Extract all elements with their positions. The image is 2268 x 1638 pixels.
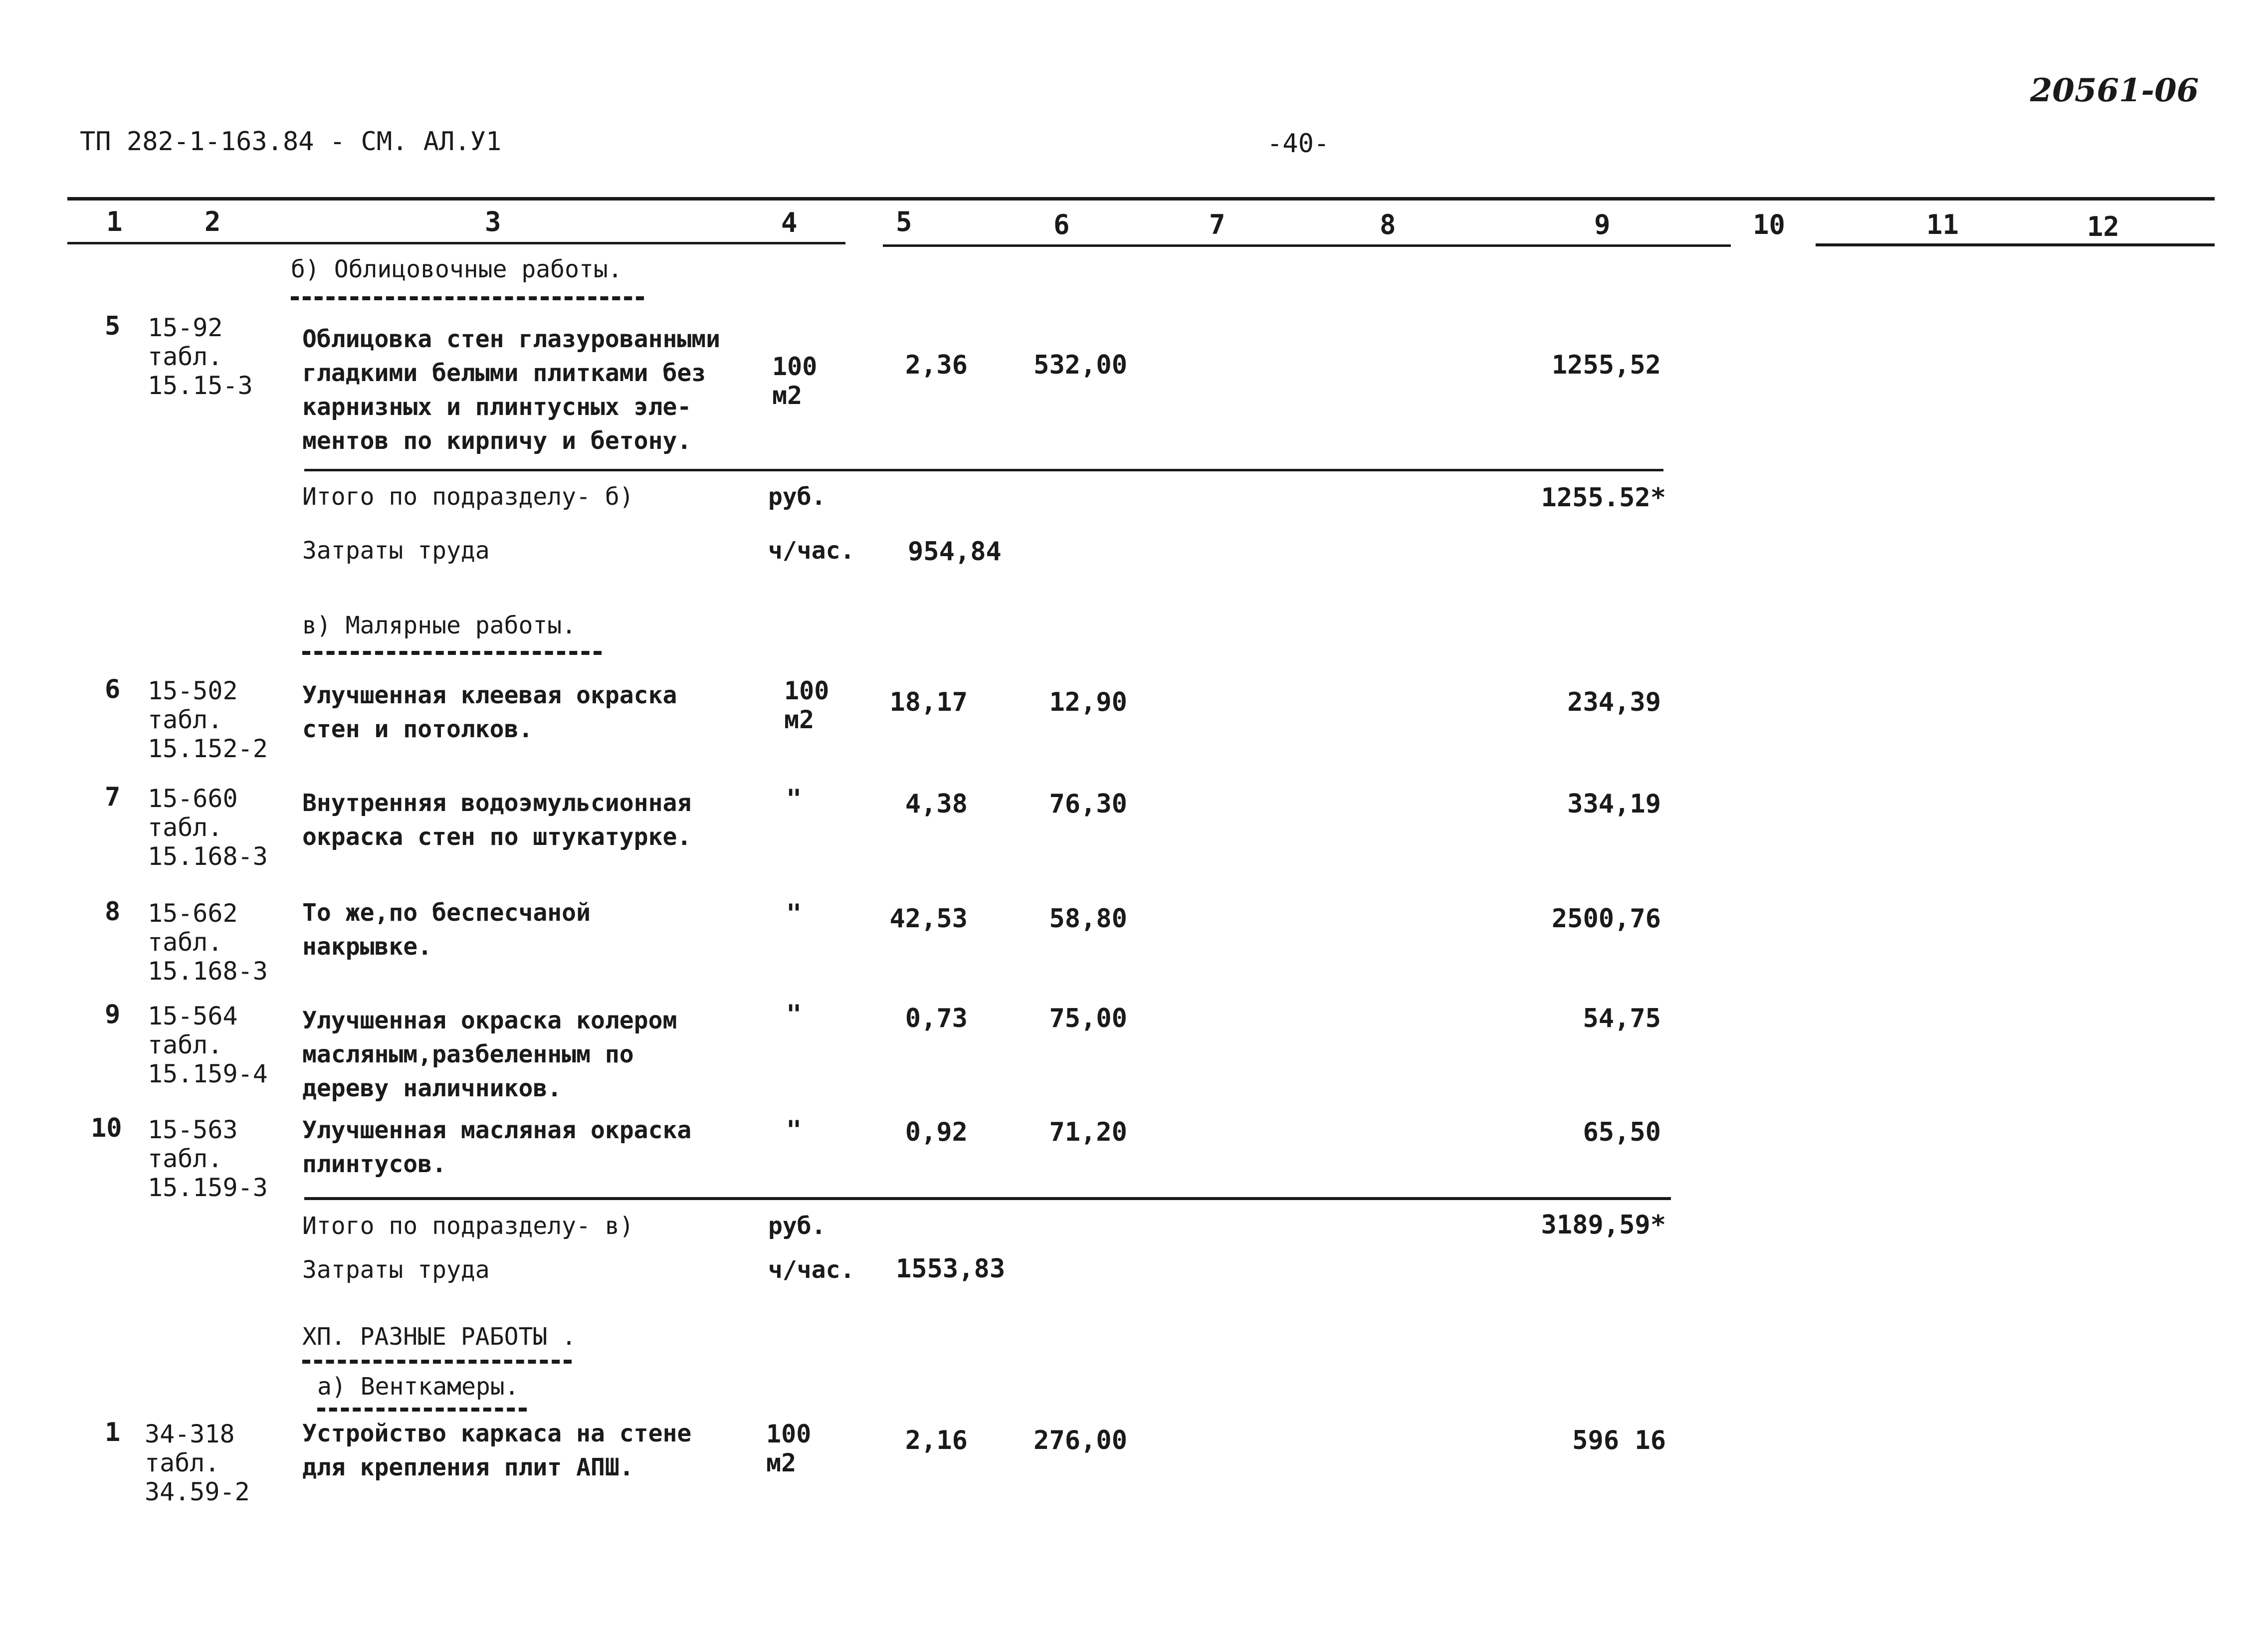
header-bottom-rule-right (1816, 243, 2215, 246)
line-total: 234,39 (1567, 687, 1661, 717)
quantity: 18,17 (889, 687, 968, 717)
col-header-7: 7 (1209, 209, 1226, 240)
col-header-6: 6 (1053, 209, 1070, 240)
unit-ditto: " (786, 1000, 802, 1029)
quantity: 0,92 (905, 1117, 968, 1147)
subtotal-rule (304, 469, 1663, 471)
quantity: 42,53 (889, 904, 968, 934)
work-description: Улучшенная клеевая окраска стен и потолков. (302, 681, 677, 743)
unit: 100 м2 (772, 352, 818, 410)
subtotal-unit: руб. (768, 483, 826, 511)
rate-code: 15-662 табл. 15.168-3 (148, 899, 268, 986)
unit-price: 532,00 (1033, 350, 1127, 380)
col-header-5: 5 (896, 206, 912, 237)
unit-price: 58,80 (1049, 904, 1127, 934)
col-header-1: 1 (106, 206, 123, 237)
subtotal-rule (304, 1197, 1671, 1200)
subtotal-value: 1255.52* (1541, 483, 1666, 513)
col-header-4: 4 (781, 207, 798, 238)
unit-ditto: " (786, 784, 802, 814)
unit-price: 12,90 (1049, 687, 1127, 717)
col-header-2: 2 (205, 206, 221, 237)
work-description: Устройство каркаса на стене для крепления плит АПШ. (302, 1420, 692, 1481)
row-number: 6 (105, 674, 121, 704)
unit-price: 71,20 (1049, 1117, 1127, 1147)
subsection-title-underline (317, 1408, 527, 1412)
quantity: 0,73 (905, 1004, 968, 1033)
unit-ditto: " (786, 1115, 802, 1145)
unit-price: 76,30 (1049, 789, 1127, 819)
col-header-8: 8 (1380, 209, 1396, 240)
row-number: 1 (105, 1418, 121, 1447)
section-title: ХП. РАЗНЫЕ РАБОТЫ . (302, 1323, 577, 1351)
row-number: 5 (105, 311, 121, 341)
quantity: 2,16 (905, 1426, 968, 1455)
unit-price: 276,00 (1033, 1426, 1127, 1455)
labor-label: Затраты труда (302, 1256, 490, 1284)
col-header-11: 11 (1926, 209, 1959, 240)
unit: 100 м2 (766, 1420, 812, 1477)
line-total: 2500,76 (1551, 904, 1661, 934)
col-header-10: 10 (1753, 209, 1786, 240)
work-description: Внутренняя водоэмульсионная окраска стен по штукатурке. (302, 789, 692, 851)
section-title: в) Малярные работы. (302, 612, 577, 639)
col-header-9: 9 (1594, 209, 1611, 240)
subtotal-unit: руб. (768, 1212, 826, 1240)
unit-ditto: " (786, 899, 802, 929)
page-number: -40- (1267, 129, 1330, 159)
section-title-underline (302, 1360, 572, 1364)
line-total: 334,19 (1567, 789, 1661, 819)
line-total: 1255,52 (1551, 350, 1661, 380)
line-total: 54,75 (1583, 1004, 1661, 1033)
rate-code: 15-92 табл. 15.15-3 (148, 313, 253, 400)
document-code: ТП 282-1-163.84 - СМ. АЛ.У1 (80, 127, 502, 157)
rate-code: 15-563 табл. 15.159-3 (148, 1115, 268, 1202)
quantity: 2,36 (905, 350, 968, 380)
row-number: 10 (91, 1113, 122, 1143)
work-description: Улучшенная масляная окраска плинтусов. (302, 1116, 692, 1178)
quantity: 4,38 (905, 789, 968, 819)
row-number: 7 (105, 782, 121, 812)
col-header-12: 12 (2087, 211, 2120, 242)
section-title-underline (291, 296, 644, 300)
subtotal-value: 3189,59* (1541, 1210, 1666, 1240)
unit-price: 75,00 (1049, 1004, 1127, 1033)
row-number: 9 (105, 1000, 121, 1029)
line-total: 65,50 (1583, 1117, 1661, 1147)
labor-unit: ч/час. (768, 537, 855, 565)
rate-code: 15-660 табл. 15.168-3 (148, 784, 268, 871)
subtotal-label: Итого по подразделу- в) (302, 1212, 634, 1240)
labor-value: 1553,83 (896, 1254, 1006, 1284)
work-description: Облицовка стен глазурованными гладкими белыми плитками без карнизных и плинтусных эле- ментов по кирпичу и бетону. (302, 325, 721, 455)
section-title: б) Облицовочные работы. (291, 255, 622, 283)
archive-stamp-number: 20561-06 (2030, 72, 2199, 109)
col-header-3: 3 (485, 206, 501, 237)
header-top-rule (67, 197, 2215, 201)
work-description: То же,по беспесчаной накрывке. (302, 899, 591, 961)
header-bottom-rule-mid (883, 244, 1731, 247)
labor-value: 954,84 (908, 537, 1002, 567)
rate-code: 34-318 табл. 34.59-2 (145, 1420, 250, 1506)
header-bottom-rule-left (67, 242, 845, 244)
labor-label: Затраты труда (302, 537, 490, 565)
rate-code: 15-502 табл. 15.152-2 (148, 676, 268, 763)
section-title-underline (302, 651, 602, 655)
unit: 100 м2 (784, 676, 829, 734)
row-number: 8 (105, 897, 121, 927)
rate-code: 15-564 табл. 15.159-4 (148, 1002, 268, 1088)
labor-unit: ч/час. (768, 1256, 855, 1284)
line-total: 596 16 (1572, 1426, 1666, 1455)
work-description: Улучшенная окраска колером масляным,разбеленным по дереву наличников. (302, 1007, 677, 1102)
subtotal-label: Итого по подразделу- б) (302, 483, 634, 511)
subsection-title: а) Венткамеры. (317, 1373, 519, 1401)
